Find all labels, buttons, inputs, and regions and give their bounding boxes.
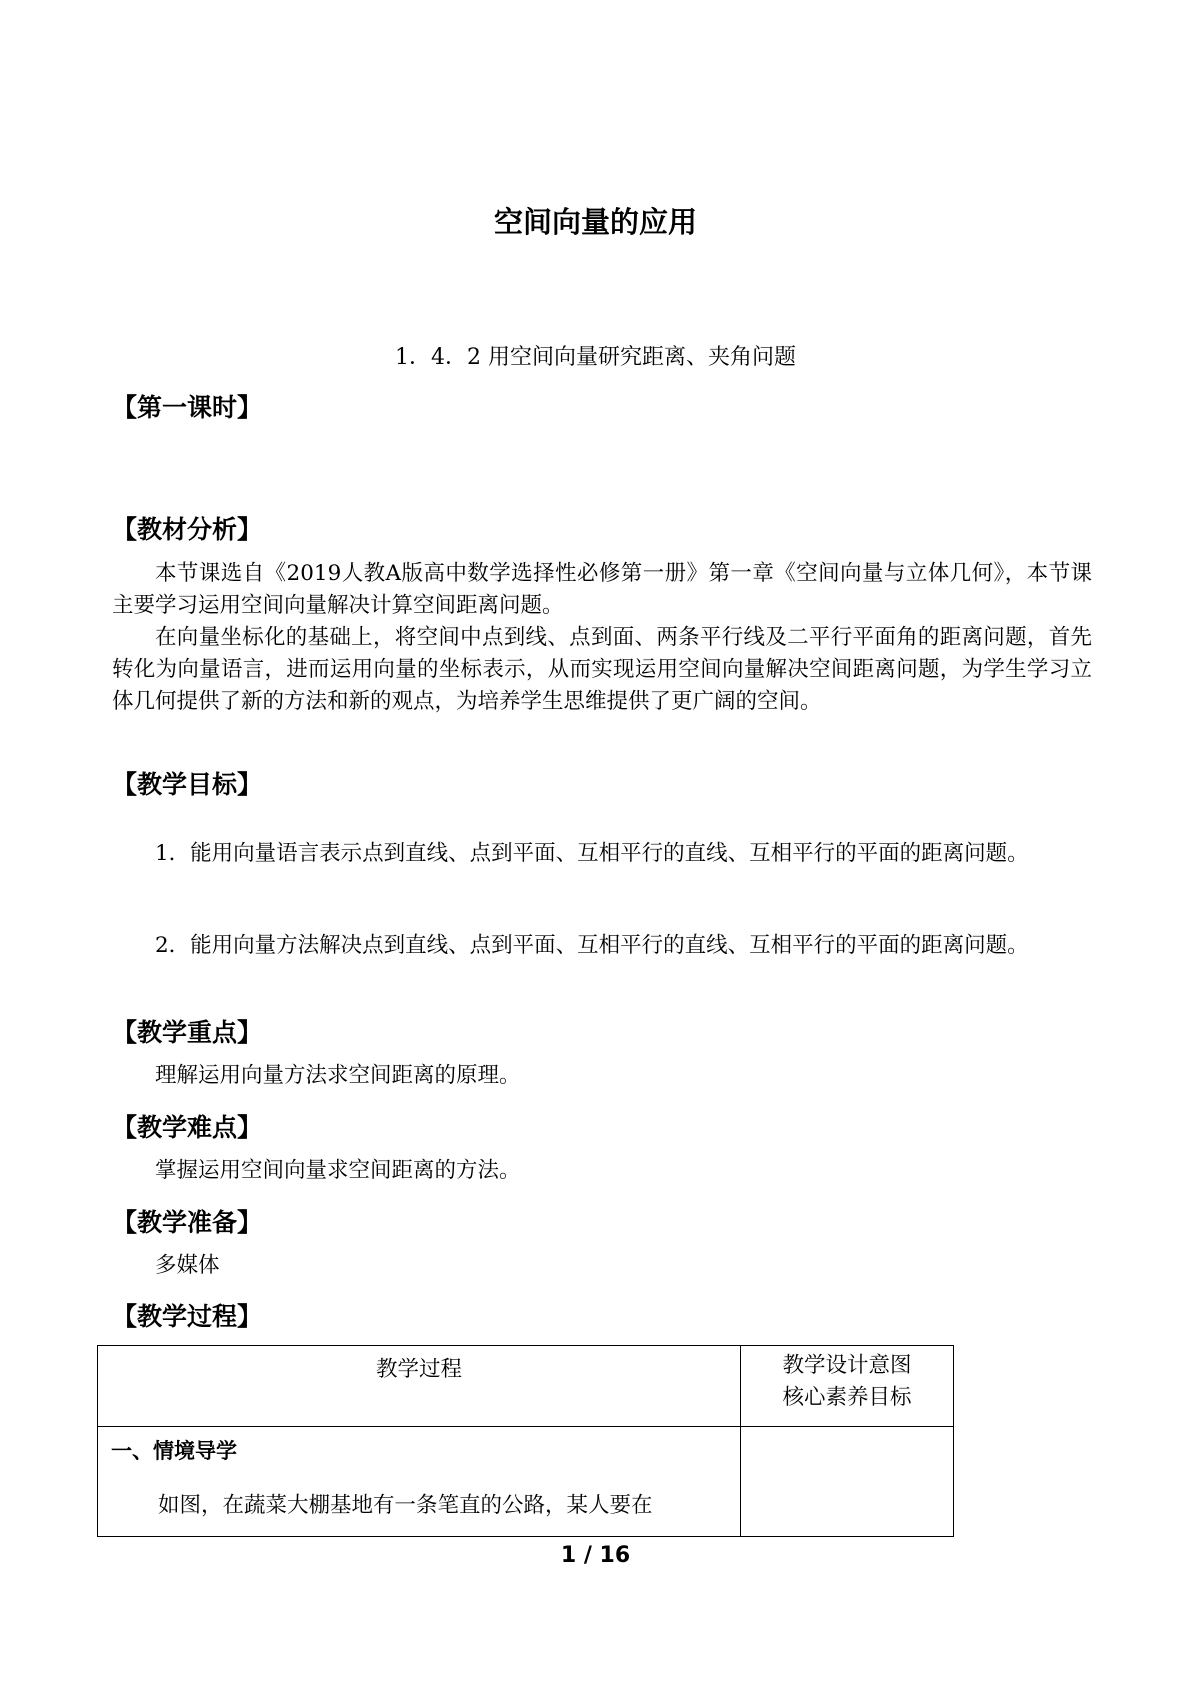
column-header-process: 教学过程 — [98, 1346, 741, 1427]
preparation-text: 多媒体 — [155, 1253, 220, 1278]
page-number: 1 / 16 — [560, 1543, 631, 1568]
difficulty-text: 掌握运用空间向量求空间距离的方法。 — [155, 1158, 521, 1183]
section-title: 一、情境导学 — [111, 1439, 237, 1463]
analysis-paragraph-2: 在向量坐标化的基础上，将空间中点到线、点到面、两条平行线及二平行平面角的距离问题，首先转化为向量语言，进而运用向量的坐标表示，从而实现运用空间向量解决空间距离问题，为学生学习立体几何提供了新的方法和新的观点，为培养学生思维提供了更广阔的空间。 — [112, 625, 1092, 714]
goal-item-2: 2．能用向量方法解决点到直线、点到平面、互相平行的直线、互相平行的平面的距离问题。 — [155, 933, 1029, 958]
document-title: 空间向量的应用 — [493, 205, 697, 239]
goals-heading: 【教学目标】 — [112, 770, 263, 799]
design-cell — [741, 1427, 954, 1537]
difficulty-heading: 【教学难点】 — [112, 1113, 263, 1142]
process-cell — [98, 1427, 741, 1537]
goal-item-1: 1．能用向量语言表示点到直线、点到平面、互相平行的直线、互相平行的平面的距离问题。 — [155, 841, 1029, 866]
design-intent-label: 教学设计意图 — [782, 1353, 912, 1378]
column-header-design — [741, 1346, 954, 1427]
preparation-heading: 【教学准备】 — [112, 1208, 263, 1237]
process-heading: 【教学过程】 — [112, 1302, 263, 1331]
analysis-paragraph-1: 本节课选自《2019人教A版高中数学选择性必修第一册》第一章《空间向量与立体几何》，本节课主要学习运用空间向量解决计算空间距离问题。 — [112, 561, 1092, 618]
lesson-heading: 【第一课时】 — [112, 393, 263, 422]
table-row — [98, 1427, 954, 1537]
analysis-heading: 【教材分析】 — [112, 515, 263, 544]
core-literacy-label: 核心素养目标 — [782, 1385, 912, 1410]
key-points-text: 理解运用向量方法求空间距离的原理。 — [155, 1063, 521, 1088]
key-points-heading: 【教学重点】 — [112, 1018, 263, 1047]
document-subtitle: 1．4．2 用空间向量研究距离、夹角问题 — [395, 345, 796, 370]
table-header-row — [98, 1346, 954, 1427]
process-table — [97, 1345, 954, 1537]
section-text: 如图，在蔬菜大棚基地有一条笔直的公路，某人要在 — [158, 1493, 653, 1518]
